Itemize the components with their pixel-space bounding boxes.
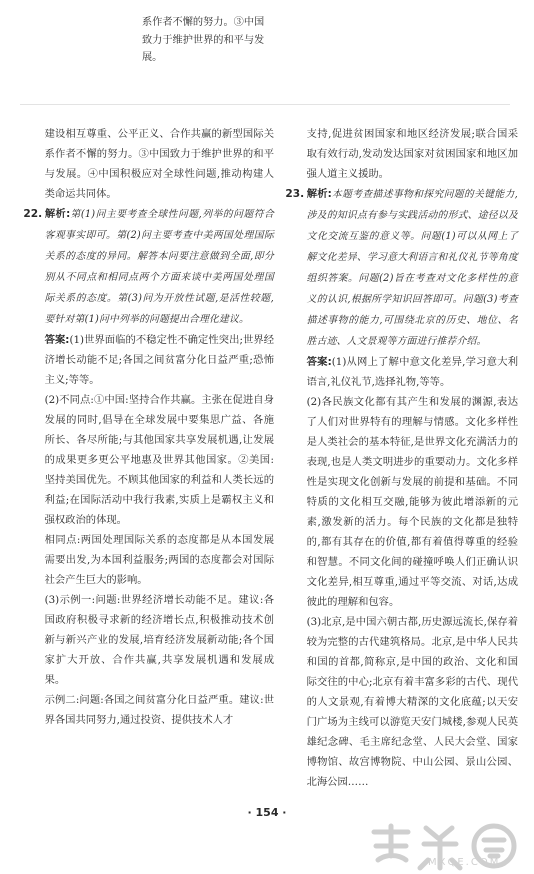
answer-paragraph-5: 示例二:问题:各国之间贫富分化日益严重。建议:世界各国共同努力,通过投资、提供技术人才	[44, 694, 274, 726]
analysis-text: 本题考查描述事物和探究问题的关键能力,涉及的知识点有参与实践活动的形式、途径以及文化交流互鉴的意义等。问题(1)可以从网上了解文化差异、学习意大利语言和礼仪礼节等角度组织答案。问题(2)旨在考查对文化多样性的意义的认识,根据所学知识回答即可。问题(3)考查描述事物的能力,可围绕北京的历史、地位、名胜古迹、人文景观等方面进行推荐介绍。	[306, 189, 518, 347]
answer-paragraph-3: 相同点:两国处理国际关系的态度都是从本国发展需要出发,为本国利益服务;两国的态度都会对国际社会产生巨大的影响。	[44, 534, 274, 586]
answer-paragraph-3: (3)北京,是中国六朝古都,历史源远流长,保存着较为完整的古代建筑格局。北京,是中华人民共和国的首都,简称京,是中国的政治、文化和国际交往的中心;北京有着丰富多彩的古代、现代的人文景观,有着博大精深的文化底蕴;以天安门广场为主线可以游览天安门城楼,参观人民英雄纪念碑、毛主席纪念堂、人民大会堂、国家博物馆、故宫博物院、中山公园、景山公园、北海公园……	[306, 616, 518, 788]
right-column	[286, 124, 518, 792]
answer-label: 答案:	[44, 334, 70, 346]
question-number: 22.	[23, 208, 43, 220]
analysis-label: 解析:	[44, 208, 71, 220]
left-column	[24, 124, 274, 730]
top-continuation-text	[142, 14, 272, 67]
top-text: 系作者不懈的努力。③中国致力于维护世界的和平与发展。	[142, 17, 265, 63]
analysis-label: 解析:	[306, 188, 332, 200]
page-number: · 154 ·	[247, 806, 287, 819]
answer-text: (1)世界面临的不稳定性不确定性突出;世界经济增长动能不足;各国之间贫富分化日益严重;恐怖主义;等等。	[44, 334, 274, 386]
question-23-analysis	[286, 184, 518, 352]
question-number: 23.	[285, 188, 305, 200]
watermark-site: MXQE.COM	[428, 857, 501, 868]
question-22-answer	[24, 330, 274, 390]
answer-text: (1)从网上了解中意文化差异,学习意大利语言,礼仪礼节,选择礼物,等等。	[306, 356, 519, 388]
answer-paragraph-2: (2)各民族文化都有其产生和发展的渊源,表达了人们对世界特有的理解与情感。文化多样性是人类社会的基本特征,是世界文化充满活力的表现,也是人类文明进步的重要动力。文化多样性是实现文化创新与发展的前提和基础。不同特质的文化相互交融,能够为彼此增添新的元素,激发新的活力。每个民族的文化都是独特的,都有其存在的价值,都有着值得尊重的经验和智慧。不同文化间的碰撞呼唤人们正确认识文化差异,相互尊重,通过平等交流、对话,达成彼此的理解和包容。	[306, 396, 518, 608]
left-intro-paragraph: 建设相互尊重、公平正义、合作共赢的新型国际关系作者不懈的努力。③中国致力于维护世界的和平与发展。④中国积极应对全球性问题,推动构建人类命运共同体。	[44, 128, 274, 200]
answer-paragraph-2: (2)不同点:①中国:坚持合作共赢。主张在促进自身发展的同时,倡导在全球发展中要集思广益、各施所长、各尽所能;与其他国家共享发展机遇,让发展的成果更多更公平地惠及世界其他国家。②美国:坚持美国优先。不顾其他国家的利益和人类长远的利益;在国际活动中我行我素,实质上是霸权主义和强权政治的体现。	[44, 394, 274, 526]
answer-paragraph-4: (3)示例一:问题:世界经济增长动能不足。建议:各国政府积极寻求新的经济增长点,积极推动技术创新与新兴产业的发展,培育经济发展新动能;各个国家扩大开放、合作共赢,共享发展机遇和发展成果。	[44, 594, 274, 686]
answer-label: 答案:	[306, 356, 332, 368]
question-23-answer	[286, 352, 518, 392]
analysis-text: 第(1)问主要考查全球性问题,列举的问题符合客观事实即可。第(2)问主要考查中美两国处理国际关系的态度的异同。解答本问要注意做到全面,即分别从不同点和相同点两个方面来谈中美两国处理国际关系的态度。第(3)问为开放性试题,是活性较题,要针对第(1)问中列举的问题提出合理化建议。	[44, 209, 274, 325]
right-intro-paragraph: 支持,促进贫困国家和地区经济发展;联合国采取有效行动,发动发达国家对贫困国家和地区加强人道主义援助。	[306, 128, 518, 180]
question-22-analysis	[24, 204, 274, 330]
divider	[20, 104, 510, 105]
